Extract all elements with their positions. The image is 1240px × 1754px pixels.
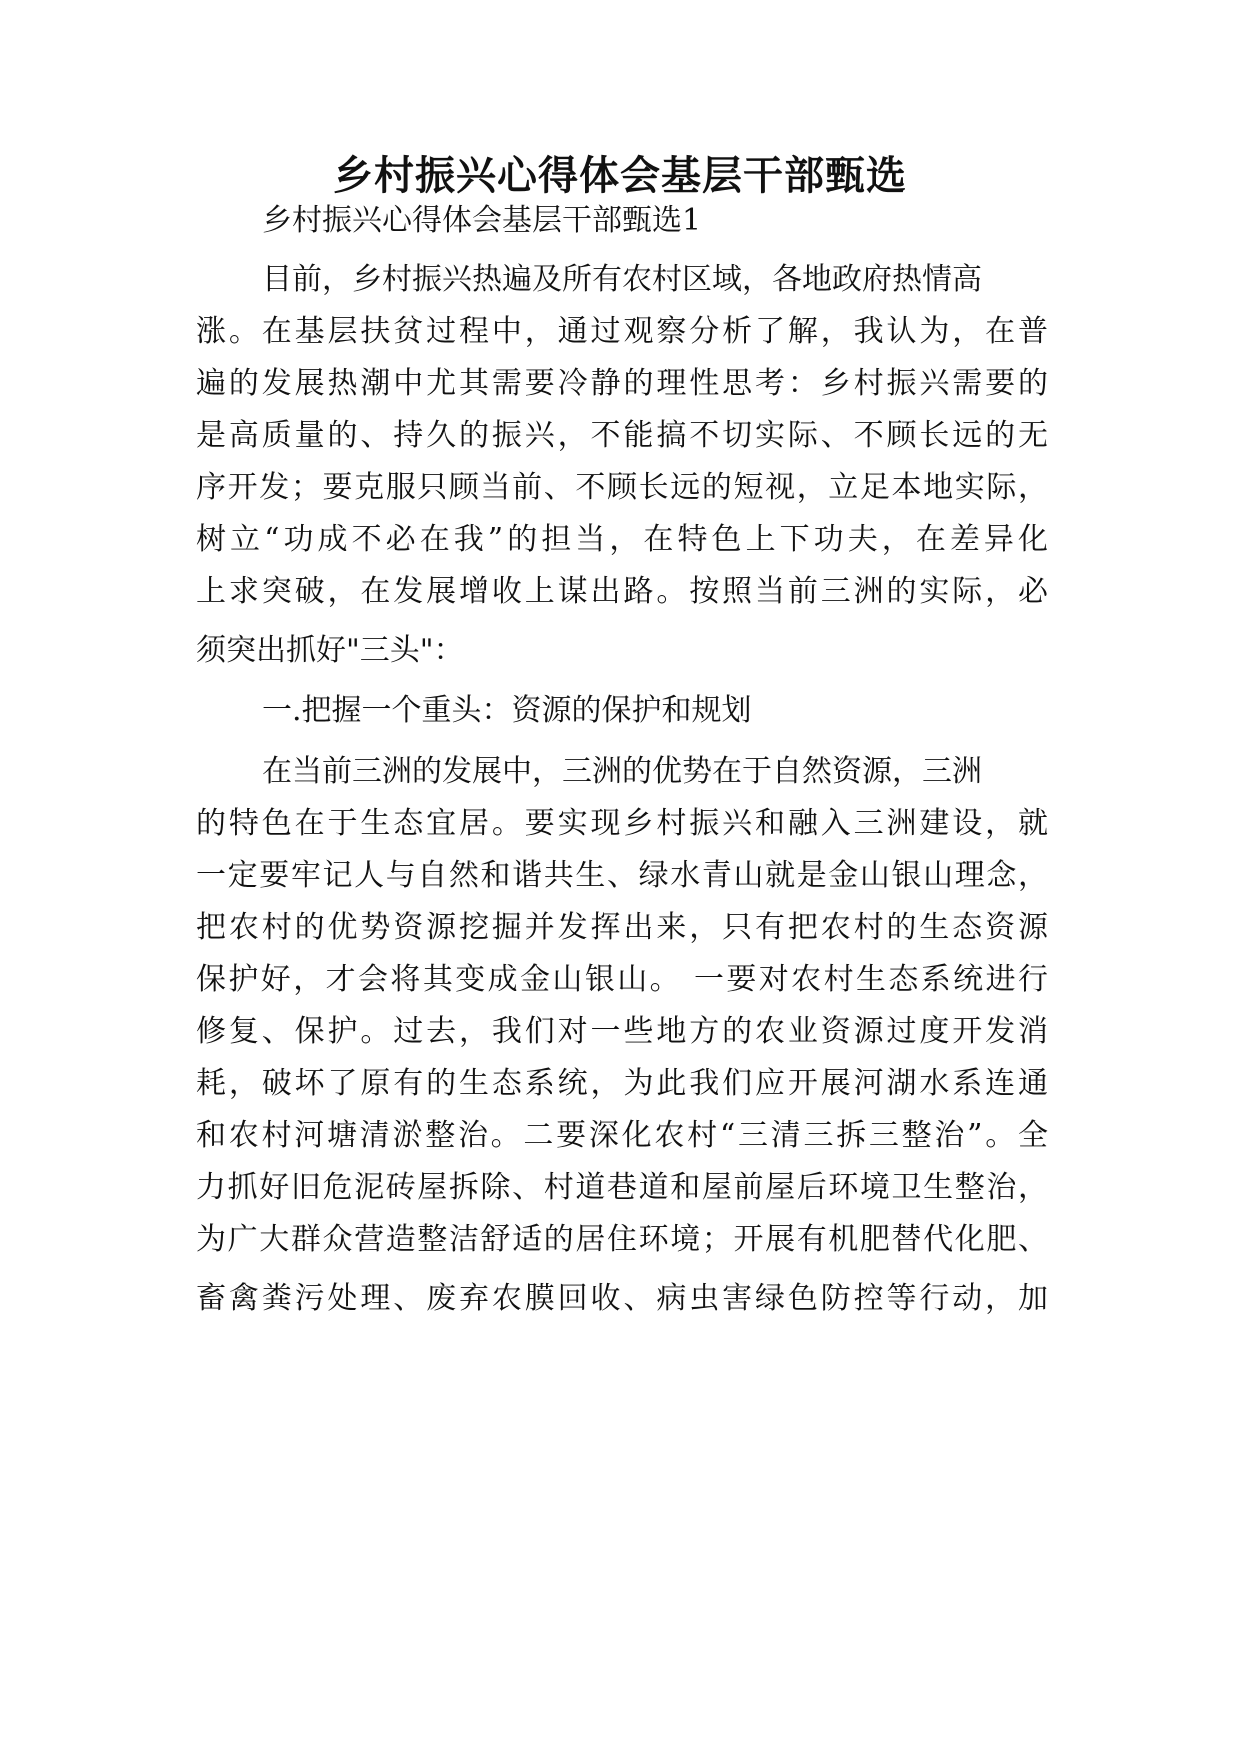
paragraph-1-line-3: 遍的发展热潮中尤其需要冷静的理性思考：乡村振兴需要的	[196, 366, 1048, 401]
paragraph-2-line-9: 力抓好旧危泥砖屋拆除、村道巷道和屋前屋后环境卫生整治，	[196, 1170, 1048, 1205]
paragraph-1-line-2: 涨。在基层扶贫过程中，通过观察分析了解，我认为，在普	[196, 314, 1048, 349]
paragraph-1-line-8: 须突出抓好"三头"：	[196, 633, 464, 668]
section-subtitle: 乡村振兴心得体会基层干部甄选1	[262, 203, 702, 238]
document-title: 乡村振兴心得体会基层干部甄选	[333, 153, 907, 199]
paragraph-2-line-3: 一定要牢记人与自然和谐共生、绿水青山就是金山银山理念，	[196, 858, 1048, 893]
paragraph-2-line-1: 在当前三洲的发展中，三洲的优势在于自然资源，三洲	[262, 754, 982, 789]
paragraph-2-line-11: 畜禽粪污处理、废弃农膜回收、病虫害绿色防控等行动，加	[196, 1281, 1048, 1316]
paragraph-1-line-5: 序开发；要克服只顾当前、不顾长远的短视，立足本地实际，	[196, 470, 1048, 505]
paragraph-2-line-8: 和农村河塘清淤整治。二要深化农村“三清三拆三整治”。全	[196, 1118, 1048, 1153]
paragraph-1-line-4: 是高质量的、持久的振兴，不能搞不切实际、不顾长远的无	[196, 418, 1048, 453]
paragraph-2-line-5: 保护好，才会将其变成金山银山。 一要对农村生态系统进行	[196, 962, 1048, 997]
paragraph-1-line-6: 树立“功成不必在我”的担当，在特色上下功夫，在差异化	[196, 522, 1048, 557]
section-heading-1: 一.把握一个重头：资源的保护和规划	[262, 693, 752, 728]
paragraph-2-line-10: 为广大群众营造整洁舒适的居住环境；开展有机肥替代化肥、	[196, 1222, 1048, 1257]
paragraph-2-line-6: 修复、保护。过去，我们对一些地方的农业资源过度开发消	[196, 1014, 1048, 1049]
paragraph-2-line-7: 耗，破坏了原有的生态系统，为此我们应开展河湖水系连通	[196, 1066, 1048, 1101]
paragraph-1-line-1: 目前，乡村振兴热遍及所有农村区域，各地政府热情高	[262, 262, 982, 297]
paragraph-1-line-7: 上求突破，在发展增收上谋出路。按照当前三洲的实际，必	[196, 574, 1048, 609]
paragraph-2-line-4: 把农村的优势资源挖掘并发挥出来，只有把农村的生态资源	[196, 910, 1048, 945]
paragraph-2-line-2: 的特色在于生态宜居。要实现乡村振兴和融入三洲建设，就	[196, 806, 1048, 841]
